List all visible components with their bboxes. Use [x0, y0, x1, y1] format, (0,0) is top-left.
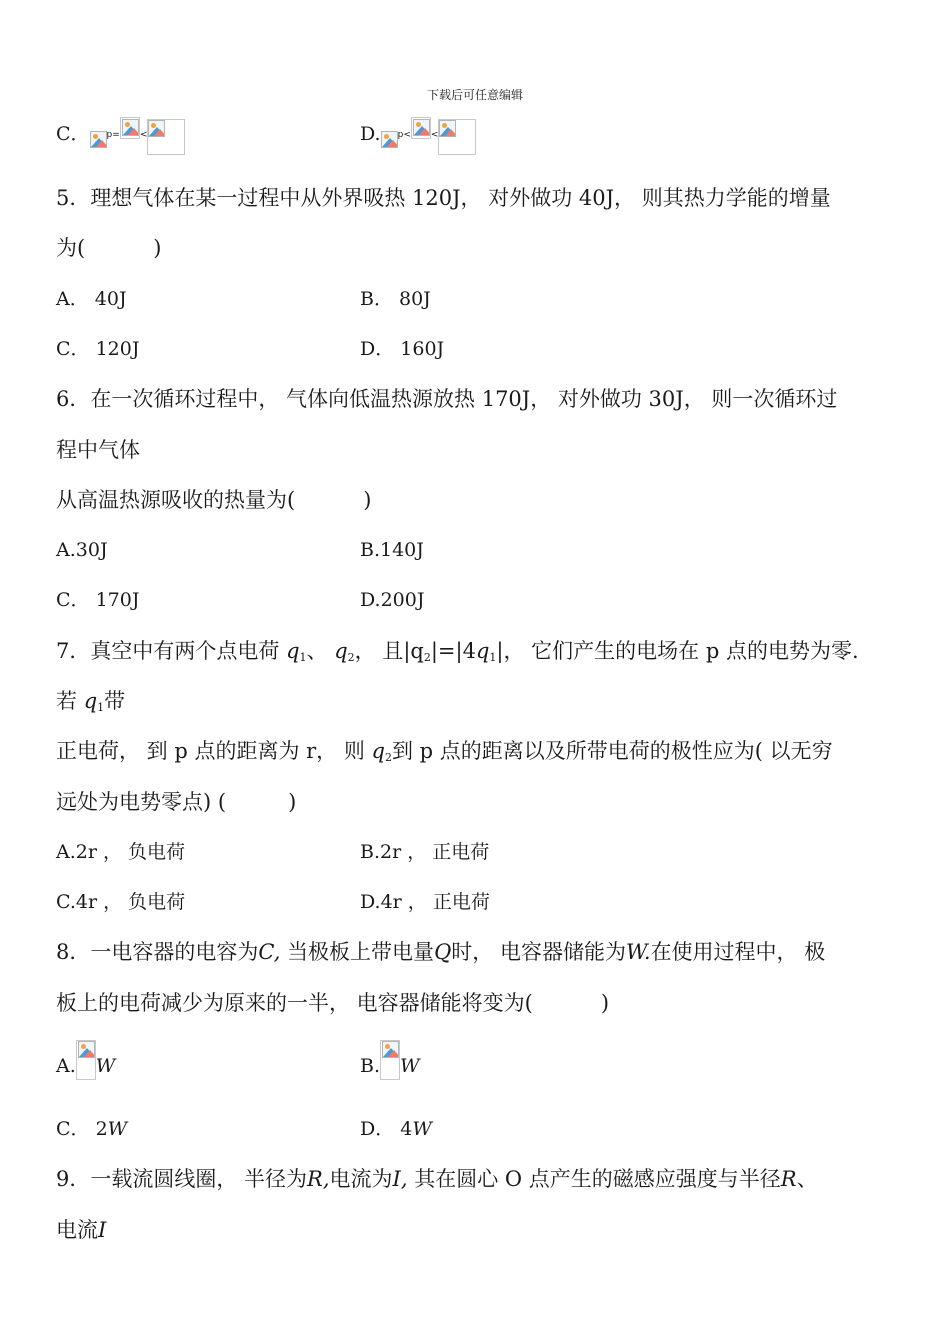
q6-option-c: C． 170J	[56, 589, 140, 611]
text: ， 且|q	[354, 639, 424, 663]
charge-symbol: q	[286, 639, 300, 663]
fraction-image-frame	[76, 1040, 96, 1080]
charge-symbol: q	[475, 639, 490, 663]
text: 为(	[56, 236, 86, 260]
broken-image-icon	[382, 1041, 399, 1058]
formula-text: <	[403, 130, 411, 140]
subscript: 2	[347, 651, 355, 664]
text: 从高温热源吸收的热量为(	[56, 488, 296, 512]
q7-option-a: A.2r ， 负电荷	[56, 841, 186, 863]
broken-image-icon	[122, 119, 139, 136]
text: 带	[104, 689, 126, 713]
radius-symbol: R	[780, 1167, 797, 1191]
text: 时， 电容器储能为	[451, 940, 626, 964]
text: 远处为电势零点) (	[56, 790, 227, 814]
text: 、	[796, 1167, 818, 1191]
radius-symbol: R,	[307, 1167, 330, 1191]
q6-stem-line2: 程中气体	[56, 438, 140, 462]
current-symbol: I	[98, 1218, 107, 1242]
fraction-image-frame	[380, 1040, 400, 1080]
subscript: 1	[489, 651, 497, 664]
text: 到 p 点的距离以及所带电荷的极性应为( 以无穷	[392, 739, 833, 763]
q7-option-c: C.4r ， 负电荷	[56, 891, 186, 913]
text: 电流为	[329, 1167, 393, 1191]
formula-image-frame	[120, 117, 140, 139]
charge-symbol: Q	[434, 940, 452, 964]
text: 板上的电荷减少为原来的一半， 电容器储能将变为(	[56, 991, 533, 1015]
q5-option-d: D． 160J	[360, 338, 445, 360]
page-header: 下载后可任意编辑	[426, 88, 523, 102]
text: |， 它们产生的电场在 p 点的电势为零.	[496, 639, 859, 663]
broken-image-icon	[90, 131, 107, 148]
text: 正电荷， 到 p 点的距离为 r， 则	[56, 739, 365, 763]
text: 9．一载流圆线圈， 半径为	[56, 1167, 308, 1191]
q7-option-b: B.2r ， 正电荷	[360, 841, 490, 863]
formula-text: <	[139, 130, 148, 140]
text: )	[288, 790, 297, 814]
q7-stem-line3	[56, 737, 833, 772]
broken-image-icon	[148, 120, 165, 137]
option-label: D． 4	[360, 1118, 413, 1140]
charge-symbol: q	[83, 689, 98, 713]
text: 若	[56, 689, 77, 713]
charge-symbol: q	[371, 739, 385, 763]
energy-symbol: W	[107, 1118, 128, 1140]
q6-option-d: D.200J	[360, 589, 425, 611]
text: 8．一电容器的电容为	[56, 940, 259, 964]
text: )	[600, 991, 610, 1015]
q5-option-c: C． 120J	[56, 338, 140, 360]
subscript: 2	[385, 751, 392, 764]
broken-image-icon	[381, 131, 398, 148]
energy-symbol: W	[412, 1118, 432, 1140]
q5-stem-line1: 5．理想气体在某一过程中从外界吸热 120J， 对外做功 40J， 则其热力学能的增量	[56, 186, 831, 210]
formula-image-frame	[147, 119, 185, 155]
text: |=|4	[430, 639, 476, 663]
capacitance-symbol: C,	[258, 940, 281, 964]
option-label: B.	[360, 1055, 381, 1077]
text: )	[153, 236, 162, 260]
energy-symbol: W	[400, 1055, 420, 1077]
current-symbol: I,	[392, 1167, 408, 1191]
subscript: 2	[423, 651, 431, 664]
q8-option-c	[56, 1115, 127, 1143]
q7-option-d: D.4r ， 正电荷	[360, 891, 490, 913]
option-label: C．	[56, 123, 90, 145]
q6-option-a: A.30J	[56, 539, 108, 561]
charge-symbol: q	[334, 639, 348, 663]
text: 当极板上带电量	[287, 940, 435, 964]
formula-text: p	[106, 130, 113, 140]
q5-option-b: B． 80J	[360, 288, 431, 310]
q7-stem-line4	[56, 788, 296, 816]
q7-stem-line2	[56, 687, 125, 722]
formula-image-frame	[411, 117, 431, 139]
q6-stem-line3	[56, 486, 371, 514]
subscript: 1	[299, 651, 307, 664]
q6-stem-line1: 6．在一次循环过程中， 气体向低温热源放热 170J， 对外做功 30J， 则一次循环过	[56, 387, 838, 411]
q8-option-d	[360, 1115, 432, 1143]
text: )	[363, 488, 372, 512]
option-label: A.	[56, 1055, 76, 1077]
q8-stem-line1	[56, 938, 825, 966]
formula-text: =	[112, 130, 120, 140]
formula-text: <	[430, 130, 439, 140]
q9-stem-line2	[56, 1216, 106, 1244]
broken-image-icon	[439, 120, 456, 137]
q4-option-c	[56, 115, 185, 155]
option-label: C． 2	[56, 1118, 108, 1140]
option-label: D.	[360, 123, 381, 145]
text: 、	[306, 639, 328, 663]
formula-text: p	[397, 130, 404, 140]
q6-option-b: B.140J	[360, 539, 424, 561]
broken-image-icon	[78, 1041, 95, 1058]
broken-image-icon	[413, 119, 430, 136]
text: 其在圆心 O 点产生的磁感应强度与半径	[414, 1167, 781, 1191]
text: 电流	[56, 1218, 98, 1242]
subscript: 1	[97, 701, 105, 714]
q8-stem-line2	[56, 989, 609, 1017]
text: 7．真空中有两个点电荷	[56, 639, 280, 663]
energy-symbol: W.	[625, 940, 651, 964]
q8-option-a	[56, 1052, 115, 1080]
formula-image-frame	[438, 119, 476, 155]
q4-option-d	[360, 115, 476, 155]
q7-stem-line1	[56, 637, 859, 672]
q9-stem-line1	[56, 1165, 818, 1193]
text: 在使用过程中， 极	[650, 940, 826, 964]
q5-stem-line2	[56, 234, 161, 262]
q5-option-a: A． 40J	[56, 288, 127, 310]
q8-option-b	[360, 1052, 420, 1080]
energy-symbol: W	[95, 1055, 116, 1077]
